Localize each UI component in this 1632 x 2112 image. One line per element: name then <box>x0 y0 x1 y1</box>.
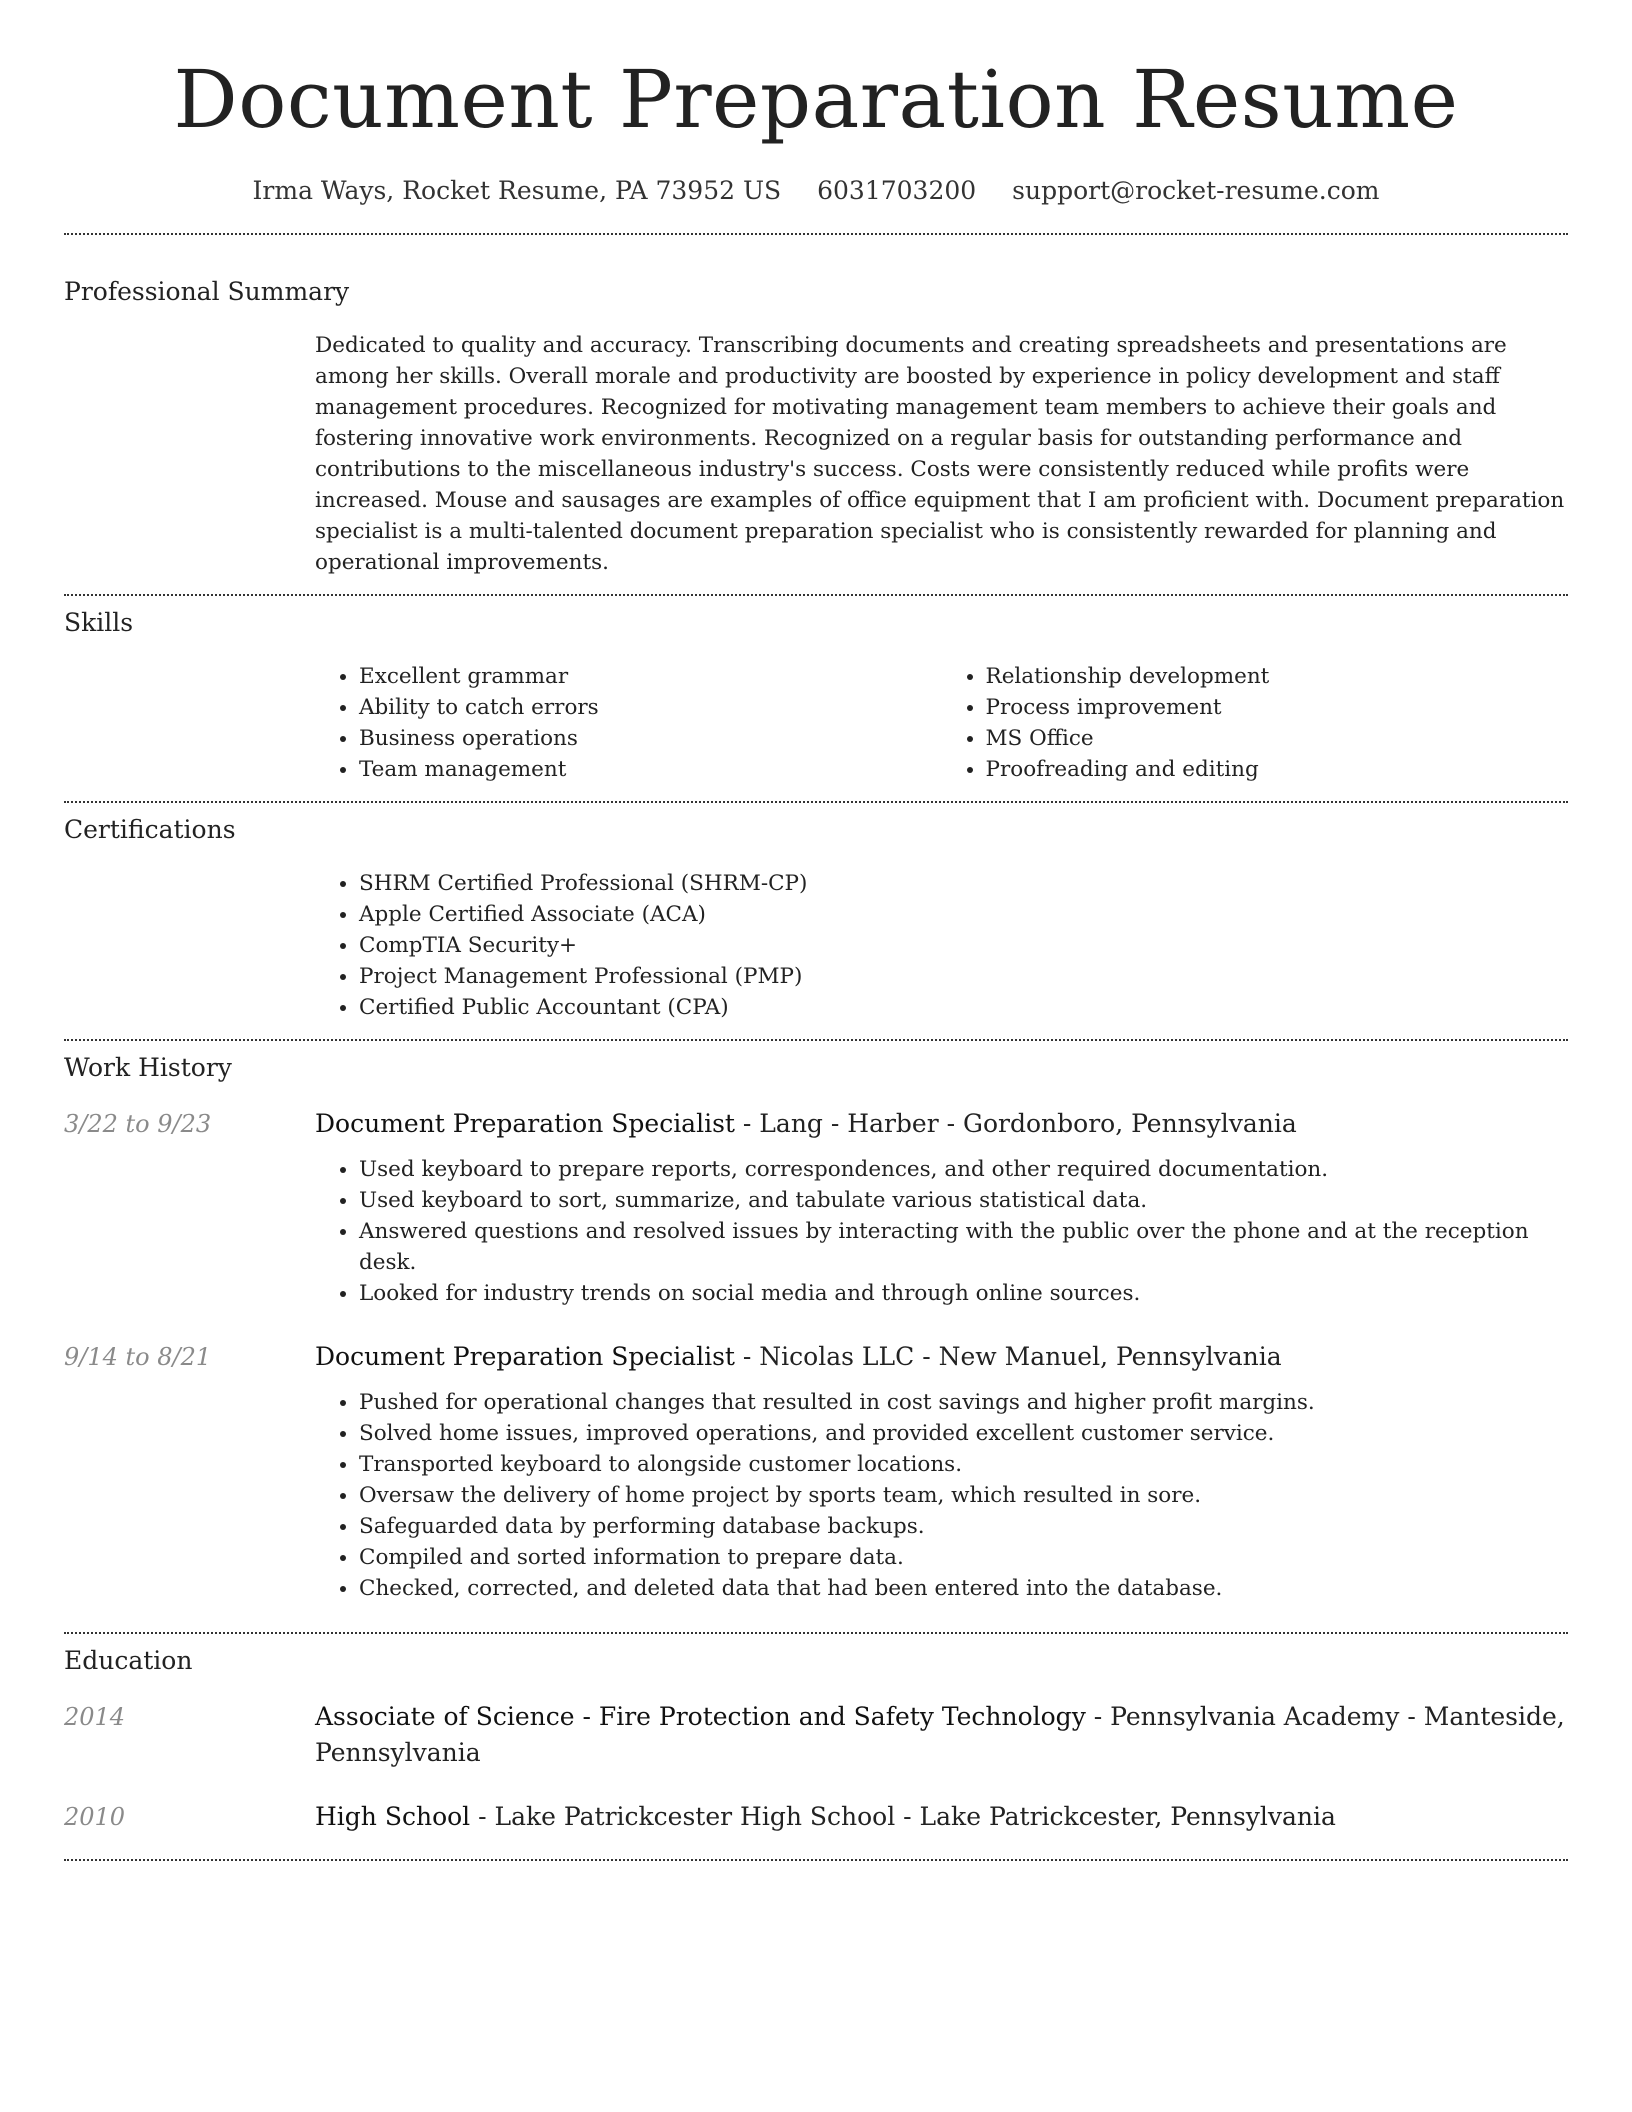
contact-address: Irma Ways, Rocket Resume, PA 73952 US <box>252 176 782 205</box>
skills-list-right <box>942 661 1569 785</box>
list-item: • Ability to catch errors <box>359 692 942 723</box>
list-item: • Answered questions and resolved issues by interacting with the public over the phone and at the reception desk. <box>359 1216 1568 1278</box>
job-employer: - Nicolas LLC - New Manuel, Pennsylvania <box>734 1342 1282 1371</box>
job-dates: 9/14 to 8/21 <box>64 1343 212 1371</box>
job-heading <box>315 1339 1568 1375</box>
list-item: • Safeguarded data by performing database backups. <box>359 1511 1568 1542</box>
education-school: - Pennsylvania Academy - Manteside, Pennsylvania <box>315 1702 1565 1767</box>
list-item: • Project Management Professional (PMP) <box>359 961 1568 992</box>
list-item: • Compiled and sorted information to prepare data. <box>359 1542 1568 1573</box>
list-item: • Excellent grammar <box>359 661 942 692</box>
resume-title: Document Preparation Resume <box>173 53 1459 146</box>
education-entry <box>64 1799 1568 1835</box>
list-item: • Looked for industry trends on social media and through online sources. <box>359 1278 1568 1309</box>
list-item: • MS Office <box>986 723 1569 754</box>
list-item: • Checked, corrected, and deleted data that had been entered into the database. <box>359 1573 1568 1604</box>
list-item: • Certified Public Accountant (CPA) <box>359 992 1568 1023</box>
education-year: 2010 <box>64 1803 126 1831</box>
contact-email: support@rocket-resume.com <box>1012 176 1380 205</box>
section-heading: Education <box>64 1646 193 1675</box>
education-heading <box>315 1799 1568 1835</box>
job-entry <box>64 1106 1568 1309</box>
list-item: • Proofreading and editing <box>986 754 1569 785</box>
section-heading: Work History <box>64 1053 232 1082</box>
section-heading: Professional Summary <box>64 277 350 306</box>
education-school: - Lake Patrickcester High School - Lake Patrickcester, Pennsylvania <box>470 1802 1336 1831</box>
summary-text: Dedicated to quality and accuracy. Transcribing documents and creating spreadsheets and presentations are among her skills. Overall morale and productivity are boosted by experience in policy development and staff management procedures. Recognized for motivating management team members to achieve their goals and fostering innovative work environments. Recognized on a regular basis for outstanding performance and contributions to the miscellaneous industry's success. Costs were consistently reduced while profits were increased. Mouse and sausages are examples of office equipment that I am proficient with. Document preparation specialist is a multi-talented document preparation specialist who is consistently rewarded for planning and operational improvements. <box>315 333 1565 575</box>
divider <box>64 1859 1568 1861</box>
education-entry <box>64 1699 1568 1771</box>
skills-section <box>64 596 1568 801</box>
contact-line <box>64 176 1568 205</box>
list-item: • CompTIA Security+ <box>359 930 1568 961</box>
list-item: • SHRM Certified Professional (SHRM-CP) <box>359 868 1568 899</box>
list-item: • Used keyboard to sort, summarize, and tabulate various statistical data. <box>359 1185 1568 1216</box>
education-degree: High School <box>315 1802 471 1831</box>
job-heading <box>315 1106 1568 1142</box>
list-item: • Transported keyboard to alongside customer locations. <box>359 1449 1568 1480</box>
list-item: • Pushed for operational changes that resulted in cost savings and higher profit margins. <box>359 1387 1568 1418</box>
education-heading <box>315 1699 1568 1771</box>
job-employer: - Lang - Harber - Gordonboro, Pennsylvania <box>734 1109 1297 1138</box>
job-dates: 3/22 to 9/23 <box>64 1110 212 1138</box>
list-item: • Apple Certified Associate (ACA) <box>359 899 1568 930</box>
job-role: Document Preparation Specialist <box>315 1342 735 1371</box>
list-item: • Oversaw the delivery of home project by sports team, which resulted in sore. <box>359 1480 1568 1511</box>
job-bullets <box>315 1387 1568 1604</box>
skills-grid <box>315 661 1568 785</box>
certifications-section <box>64 803 1568 1039</box>
list-item: • Process improvement <box>986 692 1569 723</box>
list-item: • Business operations <box>359 723 942 754</box>
job-entry <box>64 1339 1568 1604</box>
section-heading: Skills <box>64 608 134 637</box>
work-history-section <box>64 1041 1568 1632</box>
job-role: Document Preparation Specialist <box>315 1109 735 1138</box>
section-heading: Certifications <box>64 815 236 844</box>
job-bullets <box>315 1154 1568 1309</box>
education-year: 2014 <box>64 1703 126 1731</box>
list-item: • Relationship development <box>986 661 1569 692</box>
education-degree: Associate of Science - Fire Protection and Safety Technology <box>315 1702 1086 1731</box>
summary-section <box>64 235 1568 594</box>
contact-phone: 6031703200 <box>817 176 977 205</box>
list-item: • Team management <box>359 754 942 785</box>
resume-header <box>64 0 1568 205</box>
list-item: • Solved home issues, improved operations, and provided excellent customer service. <box>359 1418 1568 1449</box>
education-section <box>64 1634 1568 1859</box>
skills-list-left <box>315 661 942 785</box>
list-item: • Used keyboard to prepare reports, correspondences, and other required documentation. <box>359 1154 1568 1185</box>
certifications-list <box>315 868 1568 1023</box>
